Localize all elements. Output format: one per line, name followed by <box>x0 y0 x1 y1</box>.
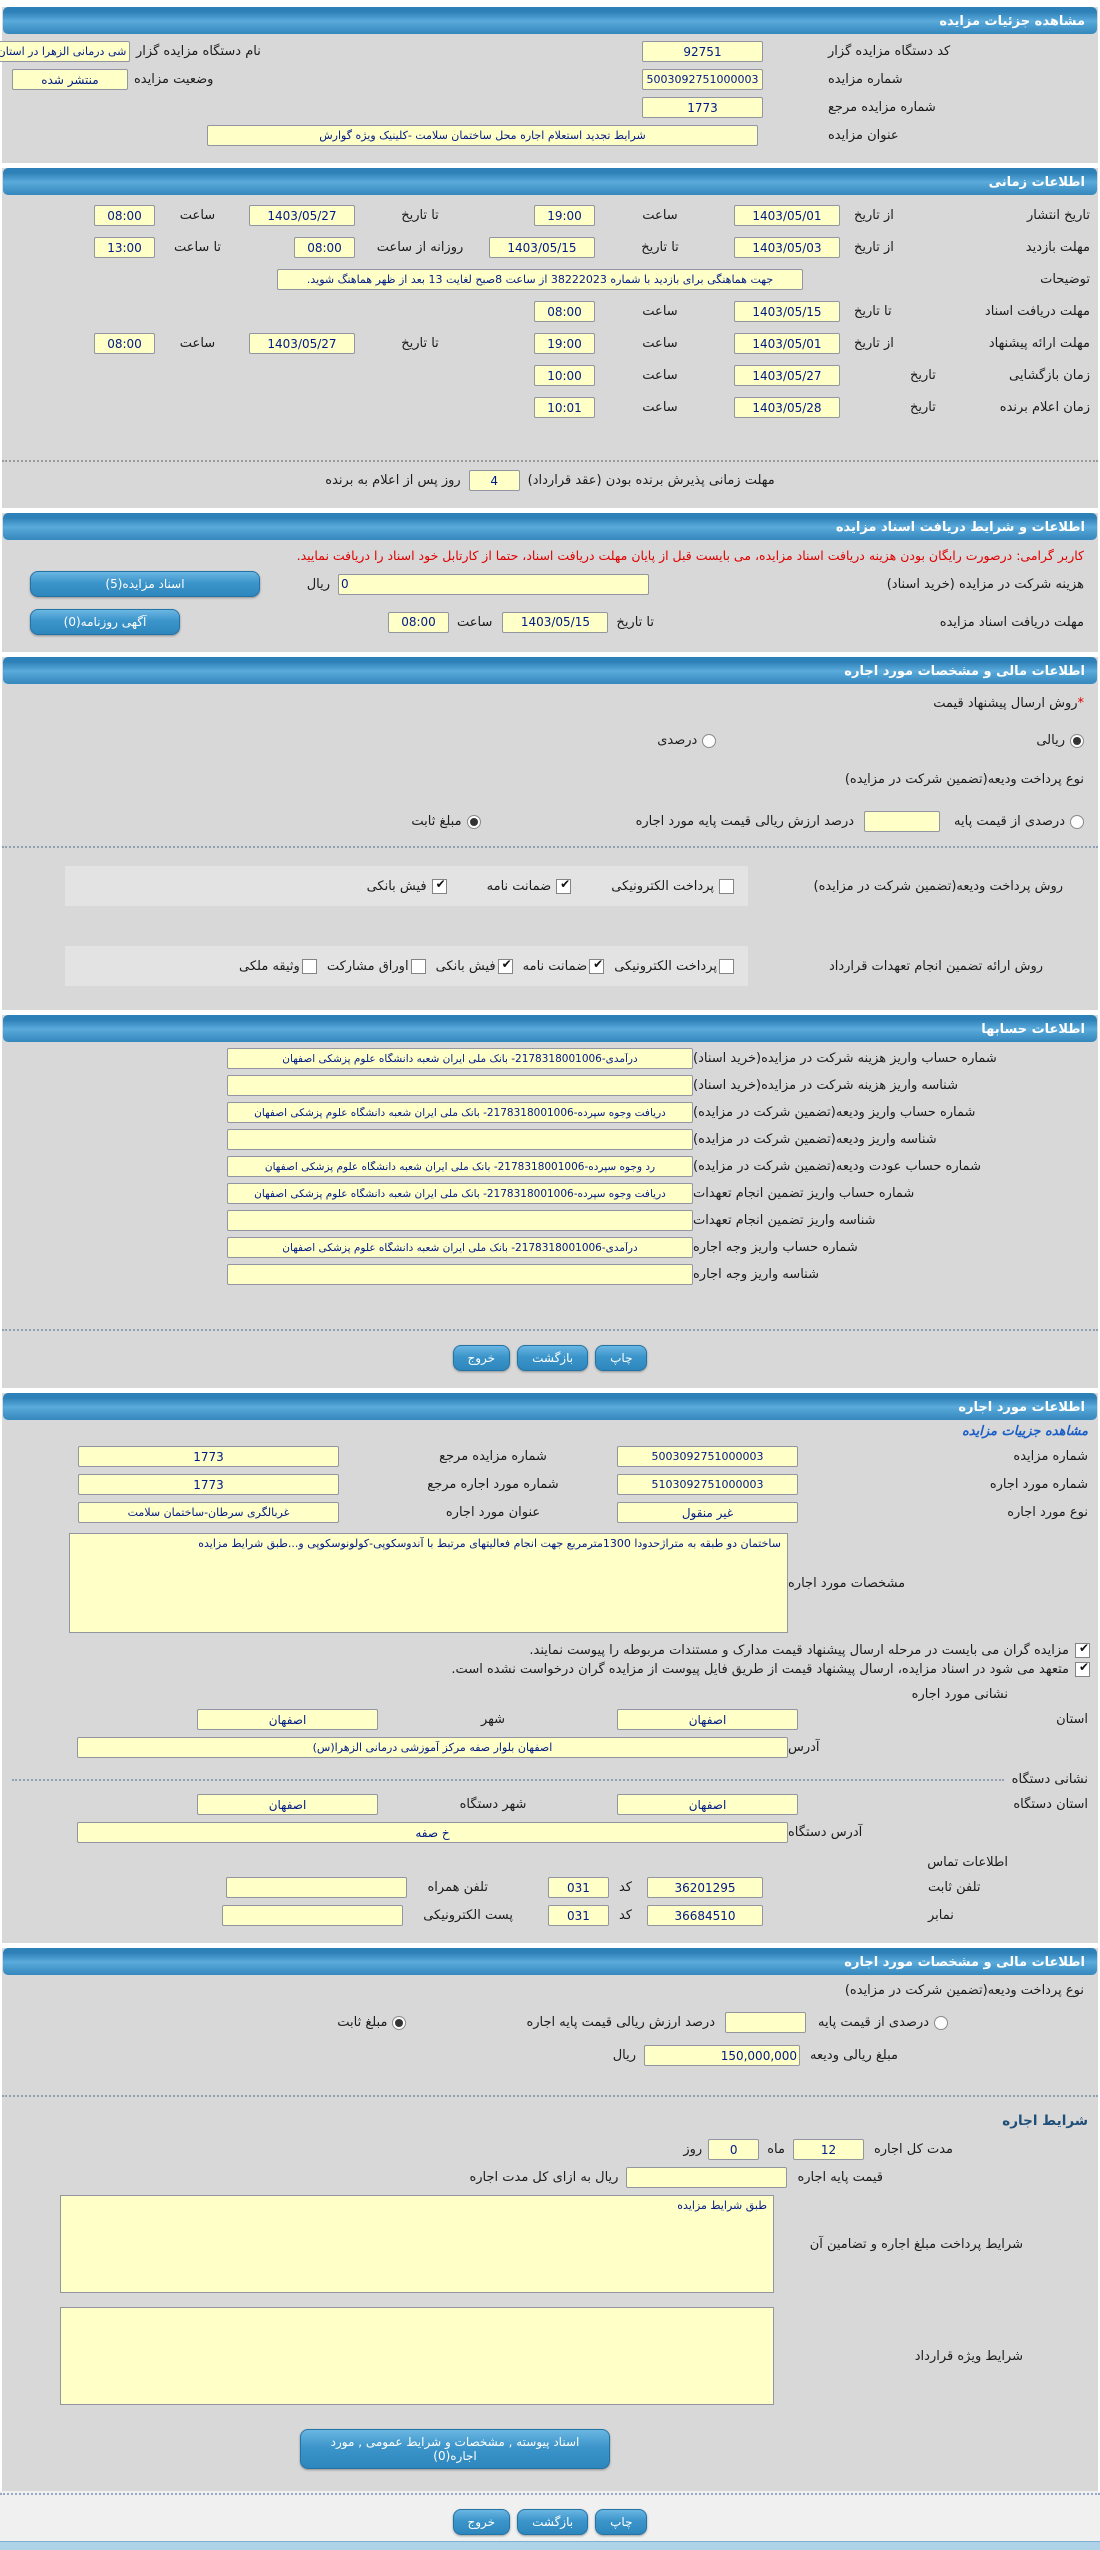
account-row-label: شماره حساب واریز هزینه شرکت در مزایده(خرید اسناد) <box>693 1051 997 1066</box>
back-button[interactable]: بازگشت <box>517 2509 588 2535</box>
device-name-field[interactable] <box>0 41 130 62</box>
winner-date-label: تاریخ <box>910 400 936 415</box>
docs-to-date-field[interactable] <box>734 301 840 322</box>
divider <box>2 460 1098 462</box>
winner-date-field[interactable] <box>734 397 840 418</box>
percent-hint-label: درصد ارزش ریالی قیمت پایه مورد اجاره <box>635 814 855 829</box>
address-label: آدرس <box>788 1740 820 1755</box>
rial-radio[interactable] <box>1070 734 1084 748</box>
property-collateral-checkbox[interactable] <box>302 959 317 974</box>
base-percent-option-label: درصدی از قیمت پایه <box>954 814 1065 829</box>
guarantee-option-electronic[interactable] <box>614 959 734 974</box>
guarantee-letter-checkbox[interactable] <box>556 879 571 894</box>
no-price-file-note: متعهد می شود در اسناد مزایده، ارسال پیشنهاد قیمت از طریق فایل پیوست از مزایده گران درخواست نشده است. <box>451 1662 1069 1677</box>
docs-free-notice: کاربر گرامی: درصورت رایگان بودن هزینه دریافت اسناد مزایده، می بایست قبل از پایان مهلت دریافت اسناد، حتما از کارتابل خود اسناد را دریافت نمایید. <box>296 548 1084 563</box>
section-doc-terms <box>2 513 1098 652</box>
attached-docs-button[interactable]: اسناد پیوسته , مشخصات و شرایط عمومی , مورد اجاره(0) <box>300 2429 610 2469</box>
account-row-field[interactable] <box>227 1210 693 1231</box>
phone-label: تلفن ثابت <box>928 1880 981 1895</box>
guarantee-option-label: ضمانت نامه <box>522 958 588 974</box>
divider <box>2 2095 1098 2097</box>
account-row-label: شماره حساب واریز ودیعه(تضمین شرکت در مزایده) <box>693 1105 976 1120</box>
contract-guarantee-method-label: روش ارائه تضمین انجام تعهدات قرارداد <box>828 958 1043 974</box>
offer-to-hour-field[interactable] <box>94 333 155 354</box>
header-text: اطلاعات و شرایط دریافت اسناد مزایده <box>835 519 1085 535</box>
publish-to-label: تا تاریخ <box>401 208 439 223</box>
base-price-field[interactable] <box>626 2167 787 2188</box>
offer-from-date-field[interactable] <box>734 333 840 354</box>
item-ref-label: شماره مورد اجاره مرجع <box>427 1477 559 1492</box>
guarantee-option-label: وثیقه ملکی <box>239 958 300 974</box>
item-address-title: نشانی مورد اجاره <box>911 1687 1008 1702</box>
publish-to-hour-field[interactable] <box>94 205 155 226</box>
device-name-label: نام دستگاه مزایده گزار <box>136 44 261 59</box>
fee-field[interactable] <box>338 574 649 595</box>
docs-deadline-hour-field[interactable] <box>388 612 449 633</box>
docs-deadline-hour-label: ساعت <box>457 614 493 630</box>
guarantee-option-label: اوراق مشارکت <box>326 958 409 974</box>
electronic-pay-checkbox[interactable] <box>719 959 734 974</box>
percent-option-label: درصدی <box>657 733 698 748</box>
print-button[interactable]: چاپ <box>595 2509 647 2535</box>
auction-ref-field[interactable] <box>642 97 763 118</box>
visit-from-label: از تاریخ <box>854 240 894 255</box>
auction-docs-button[interactable]: اسناد مزایده(5) <box>30 571 260 597</box>
status-field[interactable] <box>12 69 128 90</box>
newspaper-ad-button[interactable]: آگهی روزنامه(0) <box>30 609 180 635</box>
account-row-label: شناسه واریز ودیعه(تضمین شرکت در مزایده) <box>693 1132 937 1147</box>
deposit-type-label: نوع پرداخت ودیعه(تضمین شرکت در مزایده) <box>844 772 1084 787</box>
fixed-amount-option-label: مبلغ ثابت <box>411 814 462 829</box>
notes-field[interactable] <box>277 269 803 290</box>
publish-hour-label: ساعت <box>642 208 678 223</box>
back-button[interactable]: بازگشت <box>517 1345 588 1371</box>
city-label: شهر <box>480 1712 506 1727</box>
divider <box>2 846 1098 848</box>
docs-hour-field[interactable] <box>534 301 595 322</box>
base-percent-field[interactable] <box>864 811 940 832</box>
participation-bonds-checkbox[interactable] <box>411 959 426 974</box>
pay-terms-label: شرایط پرداخت مبلغ اجاره و تضامین آن <box>809 2236 1023 2252</box>
offer-to-date-field[interactable] <box>249 333 355 354</box>
org-province-field[interactable] <box>617 1794 798 1815</box>
phone-field[interactable] <box>647 1877 763 1898</box>
section-rental-item <box>2 1393 1098 1943</box>
auction-ref-label: شماره مزایده مرجع <box>828 100 936 115</box>
account-row-label: شناسه واریز تضمین انجام تعهدات <box>693 1213 876 1228</box>
duration-days-field[interactable] <box>708 2139 759 2160</box>
mobile-field[interactable] <box>226 1877 407 1898</box>
notes-label: توضیحات <box>1040 272 1090 287</box>
city-field[interactable] <box>197 1709 378 1730</box>
deposit-amount-field[interactable] <box>644 2045 800 2066</box>
account-row-field[interactable] <box>227 1183 693 1204</box>
auction-title-field[interactable] <box>207 125 758 146</box>
spacer <box>2 2469 1098 2491</box>
email-label: پست الکترونیکی <box>423 1908 513 1923</box>
docs-deadline-date-field[interactable] <box>502 612 608 633</box>
section-header-financial-1 <box>3 657 1097 684</box>
offer-hour-label: ساعت <box>642 336 678 351</box>
exit-button[interactable]: خروج <box>453 2509 511 2535</box>
fixed-amount-radio[interactable] <box>392 2016 406 2030</box>
org-city-field[interactable] <box>197 1794 378 1815</box>
item-title-label: عنوان مورد اجاره <box>445 1505 541 1520</box>
offer-to-hour-label: ساعت <box>179 336 216 351</box>
visit-until-hour-field[interactable] <box>94 237 155 258</box>
docs-deadline-to-label: تا تاریخ <box>616 614 654 630</box>
account-row-label: شناسه واریز هزینه شرکت در مزایده(خرید اسناد) <box>693 1078 958 1093</box>
auction-ref-field[interactable] <box>78 1446 339 1467</box>
deposit-pay-options-strip <box>65 866 748 906</box>
duration-months-field[interactable] <box>793 2139 864 2160</box>
percent-hint-label: درصد ارزش ریالی قیمت پایه اجاره <box>526 2015 716 2030</box>
attach-docs-checkbox[interactable] <box>1075 1643 1090 1658</box>
open-row-label: زمان بازگشایی <box>1009 368 1090 383</box>
visit-until-label: تا ساعت <box>173 240 222 255</box>
header-text: اطلاعات حسابها <box>981 1021 1085 1037</box>
visit-daily-hour-field[interactable] <box>294 237 355 258</box>
item-ref-field[interactable] <box>78 1474 339 1495</box>
guarantee-option-bonds[interactable] <box>327 959 426 974</box>
bank-slip-checkbox[interactable] <box>498 959 513 974</box>
account-row-field[interactable] <box>227 1102 693 1123</box>
visit-row-label: مهلت بازدید <box>1025 240 1090 255</box>
guarantee-letter-checkbox[interactable] <box>589 959 604 974</box>
rental-terms-title: شرایط اجاره <box>1002 2113 1088 2129</box>
org-address-label: آدرس دستگاه <box>788 1825 863 1840</box>
option-fixed-amount[interactable] <box>337 2015 406 2030</box>
section-time-info <box>2 168 1098 508</box>
account-row-field[interactable] <box>227 1048 693 1069</box>
winner-hour-field[interactable] <box>534 397 595 418</box>
view-auction-details-link[interactable]: مشاهده جزییات مزایده <box>961 1424 1088 1439</box>
option-fixed-amount[interactable] <box>411 814 480 829</box>
offer-from-hour-field[interactable] <box>534 333 595 354</box>
header-text: مشاهده جزئیات مزایده <box>939 13 1085 29</box>
pay-terms-textarea[interactable] <box>60 2195 774 2293</box>
pay-option-electronic[interactable] <box>611 879 734 894</box>
fax-label: نمابر <box>928 1908 954 1923</box>
price-method-label: روش ارسال پیشنهاد قیمت <box>933 696 1078 711</box>
pay-option-bank-slip[interactable] <box>367 879 447 894</box>
item-type-field[interactable] <box>617 1502 798 1523</box>
item-no-label: شماره مورد اجاره <box>989 1477 1088 1492</box>
phone-code-field[interactable] <box>548 1877 609 1898</box>
base-percent-radio[interactable] <box>934 2016 948 2030</box>
fee-unit-label: ریال <box>306 576 330 592</box>
base-percent-radio[interactable] <box>1070 815 1084 829</box>
bank-slip-checkbox[interactable] <box>432 879 447 894</box>
required-asterisk: * <box>1077 696 1084 711</box>
attach-docs-note: مزایده گران می بایست در مرحله ارسال پیشنهاد قیمت مدارک و مستندات مربوطه را پیوست نمایند. <box>529 1643 1069 1658</box>
device-code-label: کد دستگاه مزایده گزار <box>828 44 951 59</box>
guarantee-option-property[interactable] <box>239 959 317 974</box>
deposit-amount-label: مبلغ ریالی ودیعه <box>810 2048 898 2063</box>
base-percent-option-label: درصدی از قیمت پایه <box>818 2015 929 2030</box>
item-type-label: نوع مورد اجاره <box>1007 1505 1088 1520</box>
duration-label: مدت کل اجاره <box>873 2142 953 2157</box>
fax-code-field[interactable] <box>548 1905 609 1926</box>
print-button[interactable]: چاپ <box>595 1345 647 1371</box>
header-text: اطلاعات مالی و مشخصات مورد اجاره <box>844 663 1085 679</box>
fixed-amount-radio[interactable] <box>467 815 481 829</box>
offer-to-label: تا تاریخ <box>401 336 439 351</box>
rial-option-label: ریالی <box>1036 733 1065 748</box>
item-title-field[interactable] <box>78 1502 339 1523</box>
fax-field[interactable] <box>647 1905 763 1926</box>
spacer <box>2 426 1098 452</box>
docs-hour-label: ساعت <box>642 304 678 319</box>
status-label: وضعیت مزایده <box>134 72 214 87</box>
account-row-field[interactable] <box>227 1129 693 1150</box>
device-code-field[interactable] <box>642 41 763 62</box>
header-text: اطلاعات مالی و مشخصات مورد اجاره <box>844 1954 1085 1970</box>
publish-from-date-field[interactable] <box>734 205 840 226</box>
no-price-file-checkbox[interactable] <box>1075 1662 1090 1677</box>
visit-daily-label: روزانه از ساعت <box>376 240 464 255</box>
item-no-field[interactable] <box>617 1474 798 1495</box>
province-field[interactable] <box>617 1709 798 1730</box>
org-city-label: شهر دستگاه <box>459 1797 527 1812</box>
option-rial[interactable] <box>1036 733 1084 748</box>
percent-radio[interactable] <box>702 734 716 748</box>
auction-no-label: شماره مزایده <box>828 72 903 87</box>
publish-from-label: از تاریخ <box>854 208 894 223</box>
electronic-pay-checkbox[interactable] <box>719 879 734 894</box>
bottom-strip <box>0 2541 1100 2550</box>
docs-deadline-label: مهلت دریافت اسناد مزایده <box>939 614 1084 630</box>
section-header-rental-item <box>3 1393 1097 1420</box>
contract-guarantee-options-strip <box>65 946 748 986</box>
guarantee-option-letter[interactable] <box>523 959 605 974</box>
account-row-label: شماره حساب واریز تضمین انجام تعهدات <box>693 1186 915 1201</box>
open-hour-field[interactable] <box>534 365 595 386</box>
visit-to-label: تا تاریخ <box>641 240 679 255</box>
account-row-label: شماره حساب عودت ودیعه(تضمین شرکت در مزایده) <box>693 1159 981 1174</box>
base-price-label: قیمت پایه اجاره <box>797 2170 883 2185</box>
section-header-time-info <box>3 168 1097 195</box>
auction-title-label: عنوان مزایده <box>828 128 899 143</box>
contact-title: اطلاعات تماس <box>927 1855 1008 1870</box>
month-unit-label: ماه <box>767 2142 785 2157</box>
auction-ref-label: شماره مزایده مرجع <box>439 1449 547 1464</box>
address-field[interactable] <box>77 1737 788 1758</box>
docs-row-label: مهلت دریافت اسناد <box>984 304 1090 319</box>
pay-option-label: فیش بانکی <box>366 878 427 894</box>
org-address-title: نشانی دستگاه <box>1011 1772 1088 1787</box>
fee-label: هزینه شرکت در مزایده (خرید اسناد) <box>886 576 1084 592</box>
section-header-doc-terms <box>3 513 1097 540</box>
day-unit-label: روز <box>683 2142 703 2157</box>
open-hour-label: ساعت <box>642 368 678 383</box>
deposit-unit-label: ریال <box>612 2048 637 2063</box>
section-header-auction-details <box>3 7 1097 34</box>
visit-from-date-field[interactable] <box>734 237 840 258</box>
pay-option-guarantee-letter[interactable] <box>487 879 572 894</box>
account-row-field[interactable] <box>227 1075 693 1096</box>
auction-no-field[interactable] <box>617 1446 798 1467</box>
email-field[interactable] <box>222 1905 403 1926</box>
deposit-pay-method-label: روش پرداخت ودیعه(تضمین شرکت در مزایده) <box>813 878 1063 894</box>
special-terms-label: شرایط ویژه قرارداد <box>914 2348 1023 2364</box>
divider <box>12 1779 1004 1781</box>
accept-deadline-suffix: روز پس از اعلام به برنده <box>325 473 461 488</box>
account-row-field[interactable] <box>227 1237 693 1258</box>
auction-no-field[interactable] <box>642 69 763 90</box>
section-financial-2 <box>2 1948 1098 2491</box>
org-province-label: استان دستگاه <box>1013 1797 1088 1812</box>
account-row-label: شماره حساب واریز وجه اجاره <box>693 1240 858 1255</box>
publish-row-label: تاریخ انتشار <box>1027 208 1090 223</box>
spacer <box>2 2073 1098 2087</box>
guarantee-option-bank-slip[interactable] <box>436 959 513 974</box>
offer-from-label: از تاریخ <box>854 336 894 351</box>
open-date-field[interactable] <box>734 365 840 386</box>
account-row-field[interactable] <box>227 1264 693 1285</box>
publish-from-hour-field[interactable] <box>534 205 595 226</box>
pay-option-label: ضمانت نامه <box>486 878 552 894</box>
special-terms-textarea[interactable] <box>60 2307 774 2405</box>
divider <box>0 2493 1100 2495</box>
accept-deadline-label: مهلت زمانی پذیرش برنده بودن (عقد قرارداد) <box>527 473 775 488</box>
deposit-type-label: نوع پرداخت ودیعه(تضمین شرکت در مزایده) <box>844 1983 1084 1998</box>
guarantee-option-label: پرداخت الکترونیکی <box>614 958 717 974</box>
account-row-label: شناسه واریز وجه اجاره <box>693 1267 819 1282</box>
pay-option-label: پرداخت الکترونیکی <box>611 878 714 894</box>
base-price-hint-label: ریال به ازای کل مدت اجاره <box>469 2170 619 2185</box>
header-text: اطلاعات مورد اجاره <box>958 1399 1085 1415</box>
phone-code-label: کد <box>618 1880 632 1895</box>
exit-button[interactable]: خروج <box>453 1345 511 1371</box>
winner-hour-label: ساعت <box>642 400 678 415</box>
spacer <box>2 1291 1098 1321</box>
time-grid <box>8 205 1090 418</box>
publish-to-hour-label: ساعت <box>179 208 216 223</box>
header-text: اطلاعات زمانی <box>988 174 1085 190</box>
winner-row-label: زمان اعلام برنده <box>999 400 1090 415</box>
section-auction-details <box>2 7 1098 163</box>
mobile-label: تلفن همراه <box>427 1880 488 1895</box>
item-specs-textarea[interactable] <box>69 1533 788 1633</box>
auction-no-label: شماره مزایده <box>1013 1449 1088 1464</box>
page-footer <box>0 2491 1100 2550</box>
guarantee-option-label: فیش بانکی <box>435 958 496 974</box>
fixed-amount-option-label: مبلغ ثابت <box>337 2015 388 2030</box>
item-specs-label: مشخصات مورد اجاره <box>788 1575 906 1591</box>
section-accounts <box>2 1015 1098 1388</box>
accept-days-field[interactable] <box>469 470 520 491</box>
offer-row-label: مهلت ارائه پیشنهاد <box>988 336 1090 351</box>
section-header-accounts <box>3 1015 1097 1042</box>
publish-to-date-field[interactable] <box>249 205 355 226</box>
open-date-label: تاریخ <box>910 368 936 383</box>
option-percent[interactable] <box>657 733 716 748</box>
option-base-percent[interactable] <box>818 2015 948 2030</box>
section-financial-1 <box>2 657 1098 1010</box>
section-header-financial-2 <box>3 1948 1097 1975</box>
divider <box>2 1329 1098 1331</box>
visit-to-date-field[interactable] <box>489 237 595 258</box>
option-base-percent[interactable] <box>954 814 1084 829</box>
org-address-field[interactable] <box>77 1822 788 1843</box>
docs-to-label: تا تاریخ <box>854 304 892 319</box>
province-label: استان <box>1056 1712 1088 1727</box>
account-row-field[interactable] <box>227 1156 693 1177</box>
base-percent-field[interactable] <box>725 2012 806 2033</box>
fax-code-label: کد <box>618 1908 632 1923</box>
